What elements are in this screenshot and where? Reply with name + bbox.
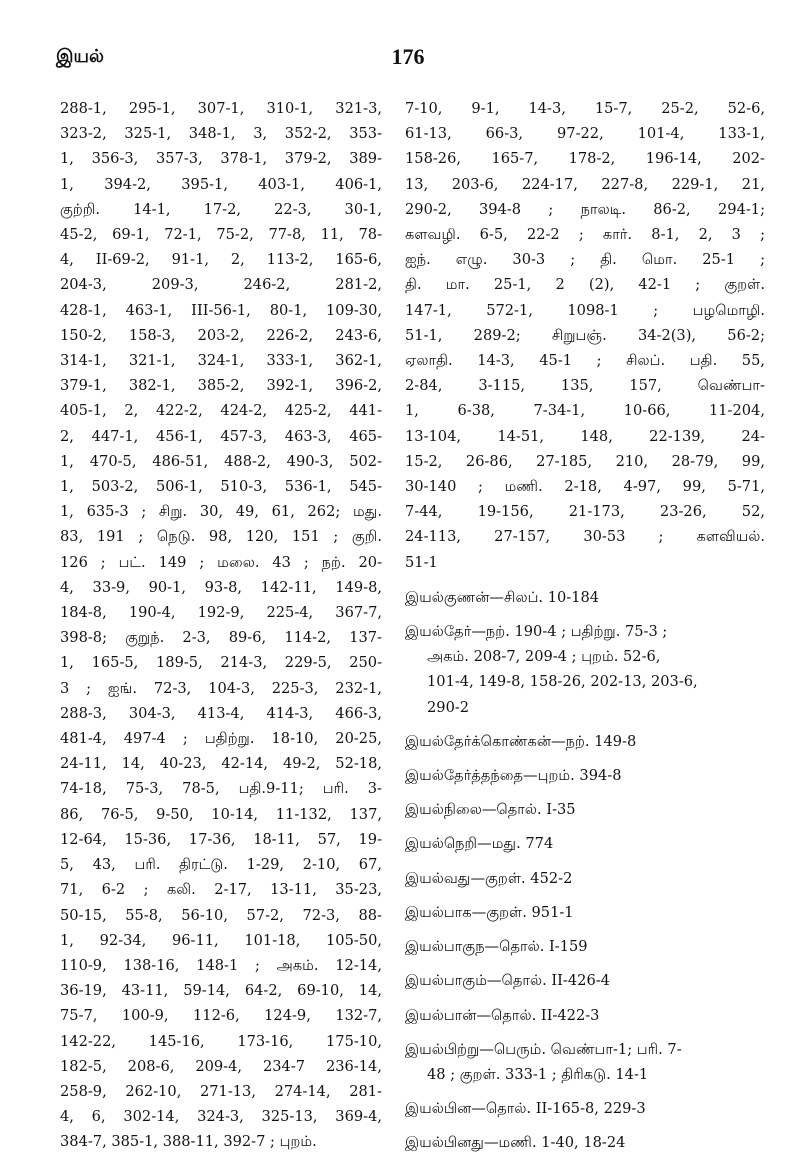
index-entry — [405, 934, 765, 959]
text-line: 258-9, 262-10, 271-13, 274-14, 281- — [60, 1082, 382, 1100]
index-entry — [405, 763, 765, 788]
entry-headword-line: இயல்பினது—மணி. 1-40, 18-24 — [405, 1134, 626, 1152]
text-line: 158-26, 165-7, 178-2, 196-14, 202- — [405, 150, 765, 168]
text-line: 314-1, 321-1, 324-1, 333-1, 362-1, — [60, 352, 382, 370]
entry-headword-line: இயல்பாகும்—தொல். II-426-4 — [405, 972, 610, 990]
text-line: 110-9, 138-16, 148-1 ; அகம். 12-14, — [60, 956, 382, 974]
text-line: 428-1, 463-1, III-56-1, 80-1, 109-30, — [60, 301, 382, 319]
text-line: களவழி. 6-5, 22-2 ; கார். 8-1, 2, 3 ; — [405, 226, 765, 244]
text-line: குற்றி. 14-1, 17-2, 22-3, 30-1, — [60, 200, 382, 218]
text-line: 71, 6-2 ; கலி. 2-17, 13-11, 35-23, — [60, 881, 382, 899]
text-line: 4, 33-9, 90-1, 93-8, 142-11, 149-8, — [60, 578, 382, 596]
entry-headword-line: இயல்நிலை—தொல். I-35 — [405, 801, 576, 819]
text-line: ஏலாதி. 14-3, 45-1 ; சிலப். பதி. 55, — [405, 352, 765, 370]
text-line: 36-19, 43-11, 59-14, 64-2, 69-10, 14, — [60, 982, 382, 1000]
index-entry — [405, 797, 765, 822]
text-line: 405-1, 2, 422-2, 424-2, 425-2, 441- — [60, 402, 382, 420]
text-line: 1, 165-5, 189-5, 214-3, 229-5, 250- — [60, 654, 382, 672]
page-header — [48, 40, 768, 80]
text-line: 13, 203-6, 224-17, 227-8, 229-1, 21, — [405, 175, 765, 193]
entry-continuation-line: 290-2 — [427, 698, 470, 716]
index-entry — [405, 619, 765, 720]
text-line: 83, 191 ; நெடு. 98, 120, 151 ; குறி. — [60, 528, 382, 546]
entry-headword-line: இயல்பிற்று—பெரும். வெண்பா-1; பரி. 7- — [405, 1040, 682, 1058]
text-line: 384-7, 385-1, 388-11, 392-7 ; புறம். — [60, 1133, 317, 1151]
text-line: 5, 43, பரி. திரட்டு. 1-29, 2-10, 67, — [60, 856, 382, 874]
text-line: 288-3, 304-3, 413-4, 414-3, 466-3, — [60, 704, 382, 722]
text-line: 50-15, 55-8, 56-10, 57-2, 72-3, 88- — [60, 906, 382, 924]
text-line: 7-44, 19-156, 21-173, 23-26, 52, — [405, 503, 765, 521]
text-line: 147-1, 572-1, 1098-1 ; பழமொழி. — [405, 301, 765, 319]
entry-headword-line: இயல்பான்—தொல். II-422-3 — [405, 1006, 600, 1024]
left-column — [60, 96, 382, 1155]
text-line: 1, 394-2, 395-1, 403-1, 406-1, — [60, 175, 382, 193]
text-line: 398-8; குறுந். 2-3, 89-6, 114-2, 137- — [60, 629, 382, 647]
text-line: 150-2, 158-3, 203-2, 226-2, 243-6, — [60, 326, 382, 344]
entry-headword-line: இயல்பாக—குறள். 951-1 — [405, 903, 574, 921]
header-word: இயல் — [56, 46, 104, 67]
text-line: 75-7, 100-9, 112-6, 124-9, 132-7, — [60, 1007, 382, 1025]
text-line: 30-140 ; மணி. 2-18, 4-97, 99, 5-71, — [405, 478, 765, 496]
entry-continuation-line: 48 ; குறள். 333-1 ; திரிகடு. 14-1 — [427, 1065, 649, 1083]
index-entry — [405, 900, 765, 925]
right-column-continuation — [405, 96, 765, 575]
text-line: 7-10, 9-1, 14-3, 15-7, 25-2, 52-6, — [405, 100, 765, 117]
text-line: 126 ; பட். 149 ; மலை. 43 ; நற். 20- — [60, 553, 382, 571]
text-line: 45-2, 69-1, 72-1, 75-2, 77-8, 11, 78- — [60, 226, 382, 244]
text-line: 51-1 — [405, 553, 438, 571]
text-line: 1, 356-3, 357-3, 378-1, 379-2, 389- — [60, 150, 382, 168]
text-line: ஐந். எழு. 30-3 ; தி. மொ. 25-1 ; — [405, 251, 765, 269]
text-line: 290-2, 394-8 ; நாலடி. 86-2, 294-1; — [405, 200, 765, 218]
text-line: 51-1, 289-2; சிறுபஞ். 34-2(3), 56-2; — [405, 326, 765, 344]
right-column — [405, 96, 765, 1165]
text-line: 142-22, 145-16, 173-16, 175-10, — [60, 1032, 382, 1050]
index-entry — [405, 831, 765, 856]
entry-headword-line: இயல்பின—தொல். II-165-8, 229-3 — [405, 1100, 646, 1118]
text-line: 288-1, 295-1, 307-1, 310-1, 321-3, — [60, 100, 382, 117]
text-line: 24-113, 27-157, 30-53 ; களவியல். — [405, 528, 765, 546]
page-number: 176 — [391, 44, 425, 69]
text-line: 204-3, 209-3, 246-2, 281-2, — [60, 276, 382, 294]
text-line: 2, 447-1, 456-1, 457-3, 463-3, 465- — [60, 427, 382, 445]
entry-continuation-line: 101-4, 149-8, 158-26, 202-13, 203-6, — [427, 673, 698, 691]
entry-headword-line: இயல்தேர்க்கொண்கன்—நற். 149-8 — [405, 732, 637, 750]
text-line: 323-2, 325-1, 348-1, 3, 352-2, 353- — [60, 125, 382, 143]
text-line: 12-64, 15-36, 17-36, 18-11, 57, 19- — [60, 830, 382, 848]
text-line: 86, 76-5, 9-50, 10-14, 11-132, 137, — [60, 805, 382, 823]
text-line: 4, II-69-2, 91-1, 2, 113-2, 165-6, — [60, 251, 382, 269]
text-line: 13-104, 14-51, 148, 22-139, 24- — [405, 427, 765, 445]
text-line: 1, 6-38, 7-34-1, 10-66, 11-204, — [405, 402, 765, 420]
index-entry — [405, 1003, 765, 1028]
index-entry — [405, 968, 765, 993]
text-line: 4, 6, 302-14, 324-3, 325-13, 369-4, — [60, 1108, 382, 1126]
text-line: 24-11, 14, 40-23, 42-14, 49-2, 52-18, — [60, 755, 382, 773]
text-line: 15-2, 26-86, 27-185, 210, 28-79, 99, — [405, 452, 765, 470]
entry-headword-line: இயல்தேர்—நற். 190-4 ; பதிற்று. 75-3 ; — [405, 623, 668, 641]
text-line: 1, 92-34, 96-11, 101-18, 105-50, — [60, 931, 382, 949]
text-line: 379-1, 382-1, 385-2, 392-1, 396-2, — [60, 377, 382, 395]
text-line: 182-5, 208-6, 209-4, 234-7 236-14, — [60, 1057, 382, 1075]
text-line: 1, 470-5, 486-51, 488-2, 490-3, 502- — [60, 452, 382, 470]
text-line: 184-8, 190-4, 192-9, 225-4, 367-7, — [60, 604, 382, 622]
index-entry — [405, 866, 765, 891]
entry-headword-line: இயல்நெறி—மது. 774 — [405, 835, 554, 853]
index-entry — [405, 729, 765, 754]
entry-headword-line: இயல்வது—குறள். 452-2 — [405, 869, 573, 887]
text-line: 2-84, 3-115, 135, 157, வெண்பா- — [405, 377, 765, 395]
entry-headword-line: இயல்குணன்—சிலப். 10-184 — [405, 588, 600, 606]
entry-continuation-line: அகம். 208-7, 209-4 ; புறம். 52-6, — [427, 648, 661, 666]
index-entry — [405, 1130, 765, 1155]
text-line: 1, 503-2, 506-1, 510-3, 536-1, 545- — [60, 478, 382, 496]
text-line: 3 ; ஐங். 72-3, 104-3, 225-3, 232-1, — [60, 679, 382, 697]
text-line: 1, 635-3 ; சிறு. 30, 49, 61, 262; மது. — [60, 503, 382, 521]
text-line: 61-13, 66-3, 97-22, 101-4, 133-1, — [405, 125, 765, 143]
index-entry — [405, 585, 765, 610]
entry-headword-line: இயல்பாகுந—தொல். I-159 — [405, 938, 588, 956]
text-line: 74-18, 75-3, 78-5, பதி.9-11; பரி. 3- — [60, 780, 382, 798]
entry-headword-line: இயல்தேர்த்தந்தை—புறம். 394-8 — [405, 767, 622, 785]
text-line: 481-4, 497-4 ; பதிற்று. 18-10, 20-25, — [60, 730, 382, 748]
index-entry — [405, 1037, 765, 1087]
text-line: தி. மா. 25-1, 2 (2), 42-1 ; குறள். — [405, 276, 765, 294]
index-entries — [405, 585, 765, 1156]
